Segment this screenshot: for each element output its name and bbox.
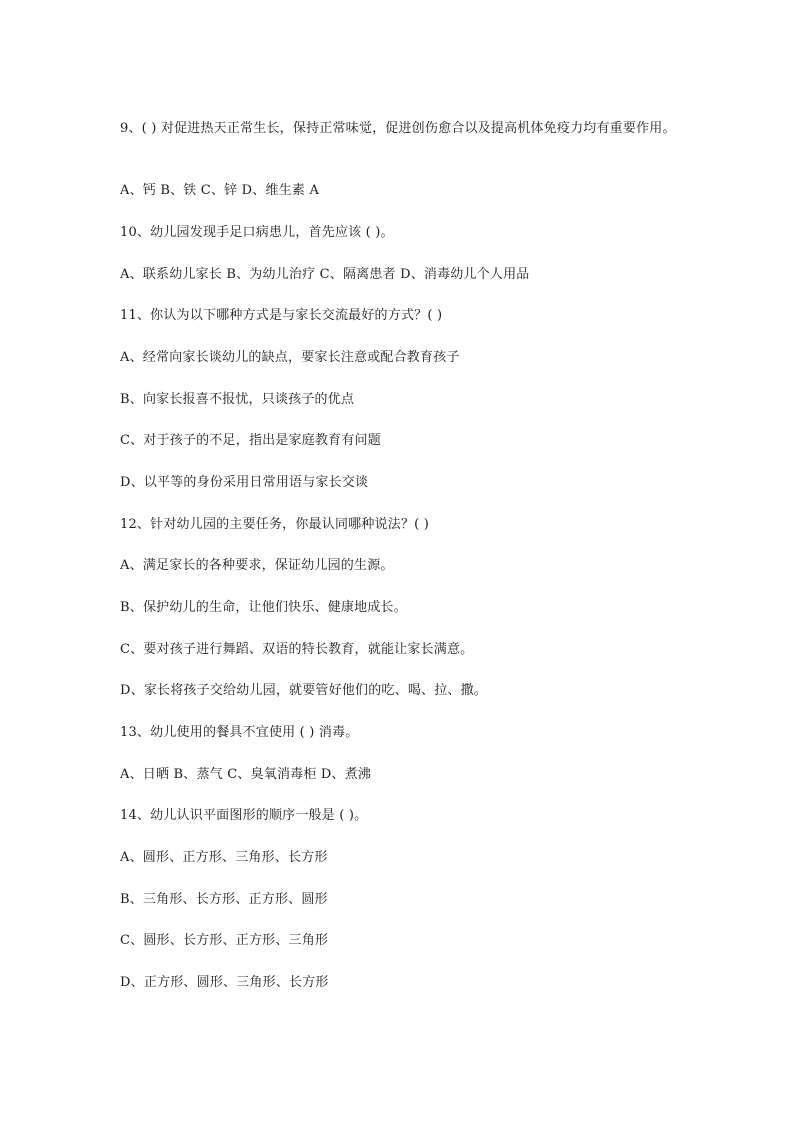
question-13-options: A、日晒 B、蒸气 C、臭氧消毒柜 D、煮沸 [120, 767, 372, 782]
question-11-option-a: A、经常向家长谈幼儿的缺点，要家长注意或配合教育孩子 [120, 350, 460, 365]
question-12-option-a: A、满足家长的各种要求，保证幼儿园的生源。 [120, 558, 394, 573]
question-14-option-d: D、正方形、圆形、三角形、长方形 [120, 975, 329, 990]
question-11-option-b: B、向家长报喜不报忧，只谈孩子的优点 [120, 392, 355, 407]
question-12-text: 12、针对幼儿园的主要任务，你最认同哪种说法？( ) [120, 517, 430, 532]
question-11-option-c: C、对于孩子的不足，指出是家庭教育有问题 [120, 433, 381, 448]
question-14-option-c: C、圆形、长方形、正方形、三角形 [120, 933, 329, 948]
question-11-option-d: D、以平等的身份采用日常用语与家长交谈 [120, 475, 369, 490]
question-10-text: 10、幼儿园发现手足口病患儿，首先应该 ( )。 [120, 225, 394, 240]
question-12-option-d: D、家长将孩子交给幼儿园，就要管好他们的吃、喝、拉、撒。 [120, 683, 488, 698]
question-10-options: A、联系幼儿家长 B、为幼儿治疗 C、隔离患者 D、消毒幼儿个人用品 [120, 267, 530, 282]
question-13-text: 13、幼儿使用的餐具不宜使用 ( ) 消毒。 [120, 725, 359, 740]
question-9-text: 9、( ) 对促进热天正常生长，保持正常味觉，促进创伤愈合以及提高机体免疫力均有重要作用。 [120, 121, 676, 136]
question-14-option-b: B、三角形、长方形、正方形、圆形 [120, 892, 328, 907]
question-14-text: 14、幼儿认识平面图形的顺序一般是 ( )。 [120, 808, 368, 823]
question-11-text: 11、你认为以下哪种方式是与家长交流最好的方式？( ) [120, 308, 443, 323]
question-12-option-c: C、要对孩子进行舞蹈、双语的特长教育，就能让家长满意。 [120, 642, 474, 657]
question-14-option-a: A、圆形、正方形、三角形、长方形 [120, 850, 328, 865]
question-9-options: A、钙 B、铁 C、锌 D、维生素 A [120, 183, 320, 198]
question-12-option-b: B、保护幼儿的生命，让他们快乐、健康地成长。 [120, 600, 407, 615]
